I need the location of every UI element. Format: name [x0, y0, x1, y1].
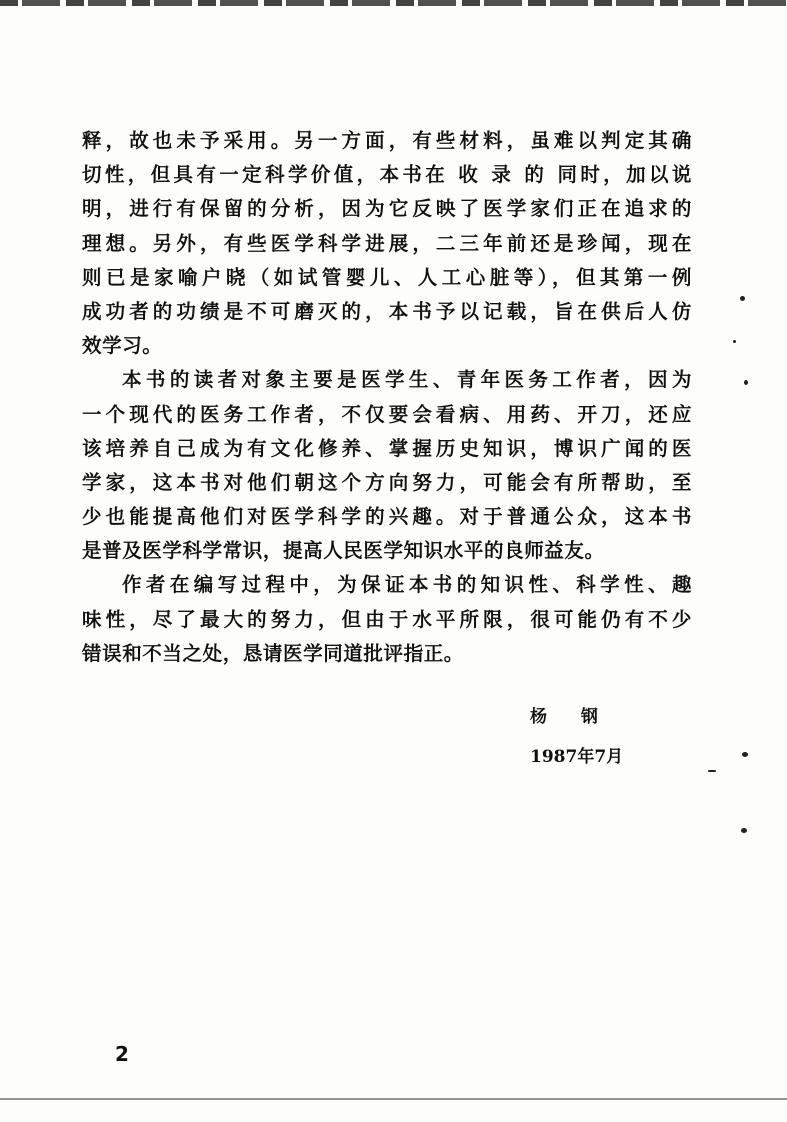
scan-top-edge	[0, 0, 787, 6]
text-line: 成功者的功绩是不可磨灭的，本书予以记载，旨在供后人仿	[82, 299, 692, 323]
text-line: 是普及医学科学常识，提高人民医学知识水平的良师益友。	[82, 539, 605, 563]
scan-speck	[733, 340, 736, 343]
text-line: 少也能提高他们对医学科学的兴趣。对于普通公众，这本书	[82, 505, 692, 529]
text-line: 切性，但具有一定科学价值，本书在 收 录 的 同时，加以说	[82, 163, 692, 187]
scan-speck	[744, 380, 748, 385]
author-name: 杨 钢	[530, 707, 612, 727]
text-line: 本书的读者对象主要是医学生、青年医务工作者，因为	[122, 368, 692, 392]
text-line: 理想。另外，有些医学科学进展，二三年前还是珍闻，现在	[82, 231, 692, 255]
scan-speck	[708, 770, 716, 772]
text-line: 味性，尽了最大的努力，但由于水平所限，很可能仍有不少	[82, 607, 692, 631]
text-line: 明，进行有保留的分析，因为它反映了医学家们正在追求的	[82, 197, 692, 221]
scan-speck	[740, 296, 745, 301]
scan-bottom-edge	[0, 1098, 787, 1100]
paragraph-1	[82, 124, 692, 363]
text-line: 该培养自己成为有文化修养、掌握历史知识，博识广闻的医	[82, 436, 692, 460]
paragraph-2	[82, 363, 692, 568]
text-line: 效学习。	[82, 334, 163, 358]
text-line: 释，故也未予采用。另一方面，有些材料，虽难以判定其确	[82, 129, 692, 152]
preface-body	[82, 124, 692, 671]
signature-date: 1987年7月	[530, 747, 624, 767]
page-number: 2	[115, 1042, 129, 1066]
text-line: 一个现代的医务工作者，不仅要会看病、用药、开刀，还应	[82, 402, 692, 426]
scan-speck	[742, 752, 748, 757]
text-line: 则已是家喻户晓（如试管婴儿、人工心脏等），但其第一例	[82, 265, 692, 289]
scan-speck	[741, 828, 747, 833]
signature-block	[530, 702, 690, 772]
text-line: 作者在编写过程中，为保证本书的知识性、科学性、趣	[122, 573, 692, 597]
text-line: 错误和不当之处，恳请医学同道批评指正。	[82, 641, 464, 665]
text-line: 学家，这本书对他们朝这个方向努力，可能会有所帮助，至	[82, 470, 692, 494]
paragraph-3	[82, 568, 692, 671]
